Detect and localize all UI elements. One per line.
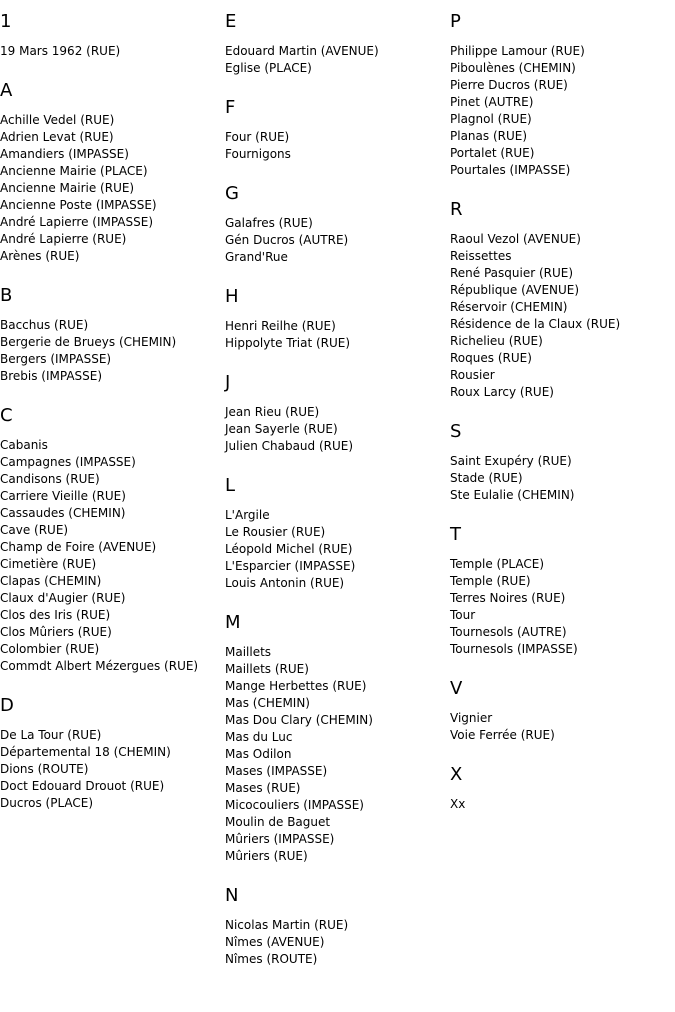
street-link[interactable]: Mases (RUE) bbox=[225, 781, 301, 795]
letter-heading: V bbox=[450, 678, 463, 699]
street-link[interactable]: Pierre Ducros (RUE) bbox=[450, 78, 568, 92]
street-link[interactable]: Achille Vedel (RUE) bbox=[0, 113, 115, 127]
street-link[interactable]: Arènes (RUE) bbox=[0, 249, 80, 263]
letter-heading: L bbox=[225, 475, 236, 496]
index-column bbox=[225, 10, 450, 987]
street-list bbox=[225, 644, 450, 865]
street-list bbox=[450, 796, 675, 813]
street-list bbox=[225, 318, 450, 352]
street-link[interactable]: Moulin de Baguet bbox=[225, 815, 331, 829]
letter-heading: 1 bbox=[0, 11, 12, 32]
letter-group bbox=[225, 474, 450, 592]
letter-heading: E bbox=[225, 11, 237, 32]
street-link[interactable]: Planas (RUE) bbox=[450, 129, 528, 143]
street-link[interactable]: Reissettes bbox=[450, 249, 512, 263]
letter-group bbox=[0, 694, 225, 812]
street-link[interactable]: Cave (RUE) bbox=[0, 523, 69, 537]
street-list bbox=[450, 453, 675, 504]
street-link[interactable]: Nicolas Martin (RUE) bbox=[225, 918, 349, 932]
street-link[interactable]: 19 Mars 1962 (RUE) bbox=[0, 44, 121, 58]
letter-heading: M bbox=[225, 612, 241, 633]
street-link[interactable]: Portalet (RUE) bbox=[450, 146, 535, 160]
street-link[interactable]: Campagnes (IMPASSE) bbox=[0, 455, 136, 469]
index-column bbox=[0, 10, 225, 831]
street-list bbox=[450, 43, 675, 179]
street-link[interactable]: Maillets bbox=[225, 645, 272, 659]
letter-heading: N bbox=[225, 885, 239, 906]
letter-group bbox=[450, 523, 675, 658]
street-link[interactable]: Bergerie de Brueys (CHEMIN) bbox=[0, 335, 177, 349]
street-link[interactable]: Pourtales (IMPASSE) bbox=[450, 163, 571, 177]
street-link[interactable]: Richelieu (RUE) bbox=[450, 334, 543, 348]
street-link[interactable]: Ste Eulalie (CHEMIN) bbox=[450, 488, 575, 502]
letter-group bbox=[225, 611, 450, 865]
street-link[interactable]: Grand'Rue bbox=[225, 250, 288, 264]
letter-group bbox=[450, 420, 675, 504]
letter-heading: F bbox=[225, 97, 236, 118]
street-list bbox=[225, 215, 450, 266]
street-link[interactable]: Colombier (RUE) bbox=[0, 642, 100, 656]
street-list bbox=[0, 43, 225, 60]
street-link[interactable]: Micocouliers (IMPASSE) bbox=[225, 798, 364, 812]
street-link[interactable]: Nîmes (AVENUE) bbox=[225, 935, 325, 949]
street-link[interactable]: Doct Edouard Drouot (RUE) bbox=[0, 779, 165, 793]
street-link[interactable]: René Pasquier (RUE) bbox=[450, 266, 574, 280]
street-link[interactable]: Cassaudes (CHEMIN) bbox=[0, 506, 126, 520]
letter-group bbox=[0, 284, 225, 385]
street-link[interactable]: Philippe Lamour (RUE) bbox=[450, 44, 585, 58]
street-link[interactable]: Mûriers (RUE) bbox=[225, 849, 308, 863]
street-link[interactable]: Pinet (AUTRE) bbox=[450, 95, 534, 109]
street-link[interactable]: Bacchus (RUE) bbox=[0, 318, 89, 332]
street-link[interactable]: Adrien Levat (RUE) bbox=[0, 130, 114, 144]
street-link[interactable]: Carriere Vieille (RUE) bbox=[0, 489, 126, 503]
letter-group bbox=[225, 10, 450, 77]
street-link[interactable]: Piboulènes (CHEMIN) bbox=[450, 61, 576, 75]
street-link[interactable]: Ducros (PLACE) bbox=[0, 796, 94, 810]
letter-heading: T bbox=[450, 524, 461, 545]
street-link[interactable]: Bergers (IMPASSE) bbox=[0, 352, 112, 366]
street-link[interactable]: Ancienne Mairie (RUE) bbox=[0, 181, 135, 195]
street-list bbox=[450, 231, 675, 401]
street-link[interactable]: Temple (RUE) bbox=[450, 574, 531, 588]
street-link[interactable]: Mas (CHEMIN) bbox=[225, 696, 310, 710]
street-link[interactable]: André Lapierre (IMPASSE) bbox=[0, 215, 154, 229]
street-link[interactable]: André Lapierre (RUE) bbox=[0, 232, 127, 246]
street-link[interactable]: Candisons (RUE) bbox=[0, 472, 100, 486]
street-link[interactable]: Clos Mûriers (RUE) bbox=[0, 625, 112, 639]
street-link[interactable]: Cabanis bbox=[0, 438, 48, 452]
street-link[interactable]: Mange Herbettes (RUE) bbox=[225, 679, 367, 693]
street-list bbox=[225, 129, 450, 163]
street-link[interactable]: Léopold Michel (RUE) bbox=[225, 542, 353, 556]
street-link[interactable]: L'Esparcier (IMPASSE) bbox=[225, 559, 356, 573]
street-link[interactable]: Stade (RUE) bbox=[450, 471, 523, 485]
letter-heading: X bbox=[450, 764, 463, 785]
street-list bbox=[225, 43, 450, 77]
street-link[interactable]: Nîmes (ROUTE) bbox=[225, 952, 318, 966]
street-link[interactable]: Tour bbox=[450, 608, 476, 622]
street-link[interactable]: Roux Larcy (RUE) bbox=[450, 385, 554, 399]
street-link[interactable]: Champ de Foire (AVENUE) bbox=[0, 540, 157, 554]
street-link[interactable]: Résidence de la Claux (RUE) bbox=[450, 317, 621, 331]
letter-group bbox=[225, 96, 450, 163]
index-column bbox=[450, 10, 675, 832]
street-link[interactable]: Ancienne Poste (IMPASSE) bbox=[0, 198, 157, 212]
street-link[interactable]: Julien Chabaud (RUE) bbox=[225, 439, 354, 453]
street-link[interactable]: Le Rousier (RUE) bbox=[225, 525, 326, 539]
street-list bbox=[225, 507, 450, 592]
letter-heading: D bbox=[0, 695, 14, 716]
street-link[interactable]: Départemental 18 (CHEMIN) bbox=[0, 745, 171, 759]
street-link[interactable]: Réservoir (CHEMIN) bbox=[450, 300, 568, 314]
letter-group bbox=[225, 182, 450, 266]
street-link[interactable]: Terres Noires (RUE) bbox=[450, 591, 566, 605]
street-link[interactable]: Fournigons bbox=[225, 147, 291, 161]
street-link[interactable]: Henri Reilhe (RUE) bbox=[225, 319, 336, 333]
street-link[interactable]: Louis Antonin (RUE) bbox=[225, 576, 345, 590]
letter-group bbox=[450, 10, 675, 179]
letter-group bbox=[225, 884, 450, 968]
street-link[interactable]: Dions (ROUTE) bbox=[0, 762, 89, 776]
street-link[interactable]: Brebis (IMPASSE) bbox=[0, 369, 103, 383]
street-link[interactable]: Tournesols (IMPASSE) bbox=[450, 642, 578, 656]
letter-group bbox=[450, 198, 675, 401]
letter-heading: G bbox=[225, 183, 239, 204]
letter-group bbox=[225, 371, 450, 455]
letter-heading: C bbox=[0, 405, 13, 426]
letter-heading: A bbox=[0, 80, 13, 101]
street-link[interactable]: Clapas (CHEMIN) bbox=[0, 574, 102, 588]
letter-heading: R bbox=[450, 199, 463, 220]
street-link[interactable]: Temple (PLACE) bbox=[450, 557, 545, 571]
letter-group bbox=[225, 285, 450, 352]
street-link[interactable]: Gén Ducros (AUTRE) bbox=[225, 233, 349, 247]
street-list bbox=[450, 710, 675, 744]
letter-group bbox=[0, 404, 225, 675]
street-link[interactable]: De La Tour (RUE) bbox=[0, 728, 102, 742]
street-link[interactable]: Maillets (RUE) bbox=[225, 662, 309, 676]
street-link[interactable]: Hippolyte Triat (RUE) bbox=[225, 336, 351, 350]
street-link[interactable]: Saint Exupéry (RUE) bbox=[450, 454, 572, 468]
street-link[interactable]: Amandiers (IMPASSE) bbox=[0, 147, 129, 161]
street-link[interactable]: République (AVENUE) bbox=[450, 283, 580, 297]
street-link[interactable]: Ancienne Mairie (PLACE) bbox=[0, 164, 148, 178]
street-link[interactable]: Cimetière (RUE) bbox=[0, 557, 97, 571]
street-link[interactable]: Mas Dou Clary (CHEMIN) bbox=[225, 713, 373, 727]
street-link[interactable]: Eglise (PLACE) bbox=[225, 61, 312, 75]
letter-heading: J bbox=[225, 372, 231, 393]
street-link[interactable]: Mûriers (IMPASSE) bbox=[225, 832, 335, 846]
street-list bbox=[225, 917, 450, 968]
letter-group bbox=[450, 677, 675, 744]
letter-heading: S bbox=[450, 421, 462, 442]
street-list bbox=[0, 727, 225, 812]
street-link[interactable]: Plagnol (RUE) bbox=[450, 112, 532, 126]
street-link[interactable]: L'Argile bbox=[225, 508, 270, 522]
street-link[interactable]: Mases (IMPASSE) bbox=[225, 764, 328, 778]
letter-group bbox=[450, 763, 675, 813]
street-link[interactable]: Galafres (RUE) bbox=[225, 216, 313, 230]
street-list bbox=[0, 437, 225, 675]
street-list bbox=[225, 404, 450, 455]
street-link[interactable]: Claux d'Augier (RUE) bbox=[0, 591, 126, 605]
letter-heading: P bbox=[450, 11, 461, 32]
street-link[interactable]: Tournesols (AUTRE) bbox=[450, 625, 567, 639]
street-list bbox=[0, 112, 225, 265]
street-link[interactable]: Raoul Vezol (AVENUE) bbox=[450, 232, 581, 246]
street-link[interactable]: Jean Rieu (RUE) bbox=[225, 405, 320, 419]
street-link[interactable]: Four (RUE) bbox=[225, 130, 290, 144]
street-link[interactable]: Xx bbox=[450, 797, 466, 811]
street-link[interactable]: Commdt Albert Mézergues (RUE) bbox=[0, 659, 199, 673]
street-link[interactable]: Rousier bbox=[450, 368, 495, 382]
street-link[interactable]: Vignier bbox=[450, 711, 493, 725]
street-link[interactable]: Roques (RUE) bbox=[450, 351, 532, 365]
letter-group bbox=[0, 79, 225, 265]
street-list bbox=[450, 556, 675, 658]
street-link[interactable]: Mas du Luc bbox=[225, 730, 293, 744]
letter-heading: H bbox=[225, 286, 239, 307]
street-link[interactable]: Mas Odilon bbox=[225, 747, 292, 761]
street-link[interactable]: Jean Sayerle (RUE) bbox=[225, 422, 338, 436]
street-link[interactable]: Voie Ferrée (RUE) bbox=[450, 728, 555, 742]
letter-group bbox=[0, 10, 225, 60]
street-list bbox=[0, 317, 225, 385]
street-link[interactable]: Clos des Iris (RUE) bbox=[0, 608, 111, 622]
street-link[interactable]: Edouard Martin (AVENUE) bbox=[225, 44, 379, 58]
letter-heading: B bbox=[0, 285, 13, 306]
